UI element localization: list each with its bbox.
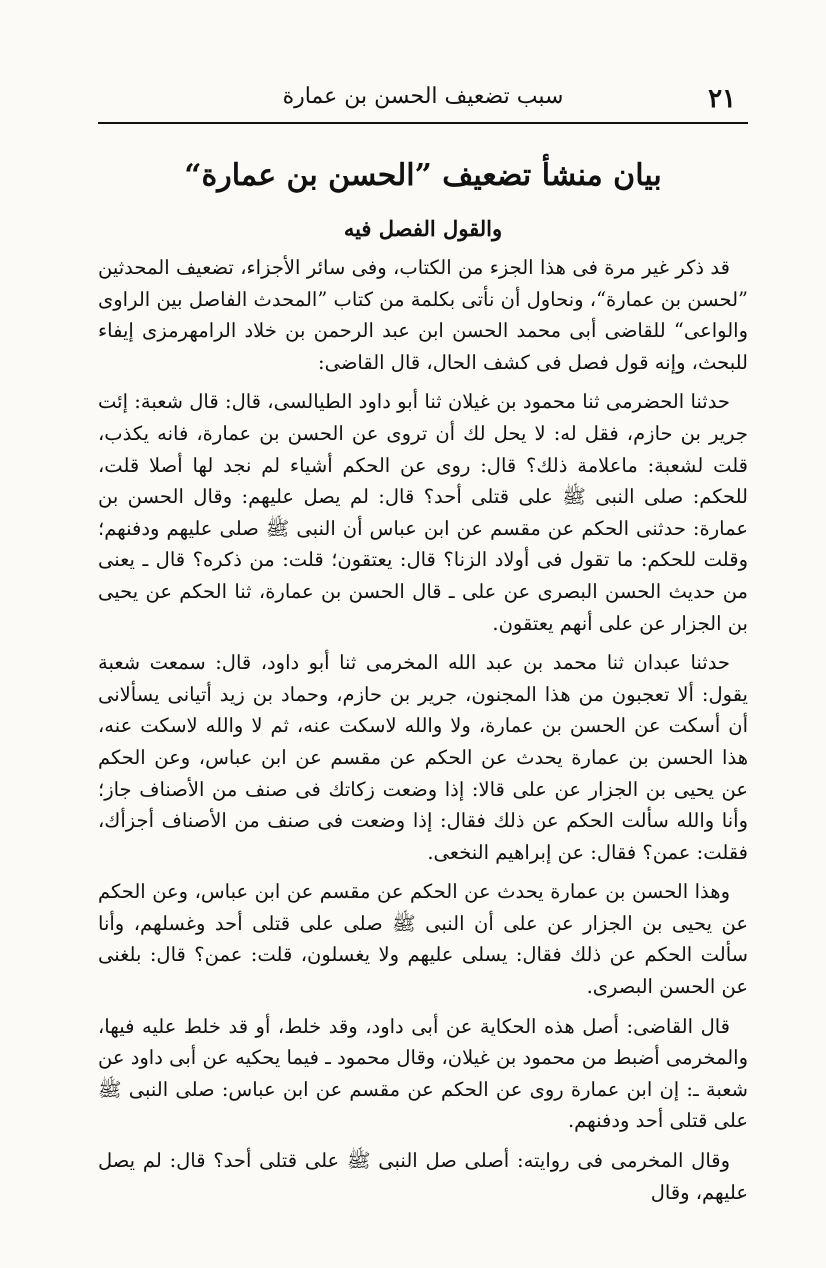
running-head <box>98 84 748 124</box>
paragraph-makhrami: وقال المخرمى فى روايته: أصلى صل النبى ﷺ على قتلى أحد؟ قال: لم يصل عليهم، وقال <box>98 1149 748 1204</box>
paragraph-hasan: وهذا الحسن بن عمارة يحدث عن الحكم عن مقسم عن ابن عباس، وعن الحكم عن يحيى بن الجزار عن على أن النبى ﷺ صلى على قتلى أحد وغسلهم، وأنا سألت الحكم عن ذلك فقال: يسلى عليهم ولا يغسلون، قلت: عمن؟ قال: بلغنى عن الحسن البصرى. <box>98 880 748 999</box>
section-subheading: والقول الفصل فيه <box>343 216 503 241</box>
paragraph-abdan: حدثنا عبدان ثنا محمد بن عبد الله المخرمى ثنا أبو داود، قال: سمعت شعبة يقول: ألا تعجبون من هذا المجنون، جرير بن حازم، وحماد بن زيد أتيانى يسألانى أن أسكت عن الحسن بن عمارة، ولا والله لاسكت عنه، ثم لا والله لاسكت عنه، هذا الحسن بن عمارة يحدث عن الحكم عن مقسم عن ابن عباس، وعن الحكم عن يحيى بن الجزار عن على قالا: إذا وضعت زكاتك فى صنف من الأصناف جاز؛ وأنا والله سألت الحكم عن ذلك فقال: إذا وضعت فى صنف من الأصناف أجزأك، فقلت: عمن؟ فقال: عن إبراهيم النخعى. <box>98 651 748 864</box>
section-heading: بيان منشأ تضعيف ”الحسن بن عمارة“ <box>184 158 662 193</box>
body-text <box>98 252 748 1216</box>
paragraph-qadi: قال القاضى: أصل هذه الحكاية عن أبى داود، وقد خلط، أو قد خلط عليه فيها، والمخرمى أضبط من محمود بن غيلان، وقال محمود ـ فيما يحكيه عن أبى داود عن شعبة ـ: إن ابن عمارة روى عن الحكم عن مقسم عن ابن عباس: صلى النبى ﷺ على قتلى أحد ودفنهم. <box>98 1014 748 1133</box>
running-title: سبب تضعيف الحسن بن عمارة <box>282 84 564 109</box>
paragraph-hadrami: حدثنا الحضرمى ثنا محمود بن غيلان ثنا أبو داود الطيالسى، قال: قال شعبة: إئت جرير بن حازم، فقل له: لا يحل لك أن تروى عن الحسن بن عمارة، فانه يكذب، قلت لشعبة: ماعلامة ذلك؟ قال: روى عن الحكم أشياء لم نجد لها أصلا قلت، للحكم: صلى النبى ﷺ على قتلى أحد؟ قال: لم يصل عليهم: وقال الحسن بن عمارة: حدثنى الحكم عن مقسم عن ابن عباس أن النبى ﷺ صلى عليهم ودفنهم؛ وقلت للحكم: ما تقول فى أولاد الزنا؟ قال: يعتقون؛ قلت: من ذكره؟ قال ـ يعنى من حديث الحسن البصرى عن على ـ قال الحسن بن عمارة، ثنا الحكم عن يحيى بن الجزار عن على أنهم يعتقون. <box>98 390 748 635</box>
page-number: ٢١ <box>708 84 736 114</box>
header-rule <box>98 122 748 124</box>
paragraph-intro: قد ذكر غير مرة فى هذا الجزء من الكتاب، وفى سائر الأجزاء، تضعيف المحدثين ”لحسن بن عمارة“، ونحاول أن نأتى بكلمة من كتاب ”المحدث الفاصل بين الراوى والواعى“ للقاضى أبى محمد الحسن ابن عبد الرحمن بن خلاد الرامهرمزى إيفاء للبحث، وإنه قول فصل فى كشف الحال، قال القاضى: <box>98 256 748 374</box>
